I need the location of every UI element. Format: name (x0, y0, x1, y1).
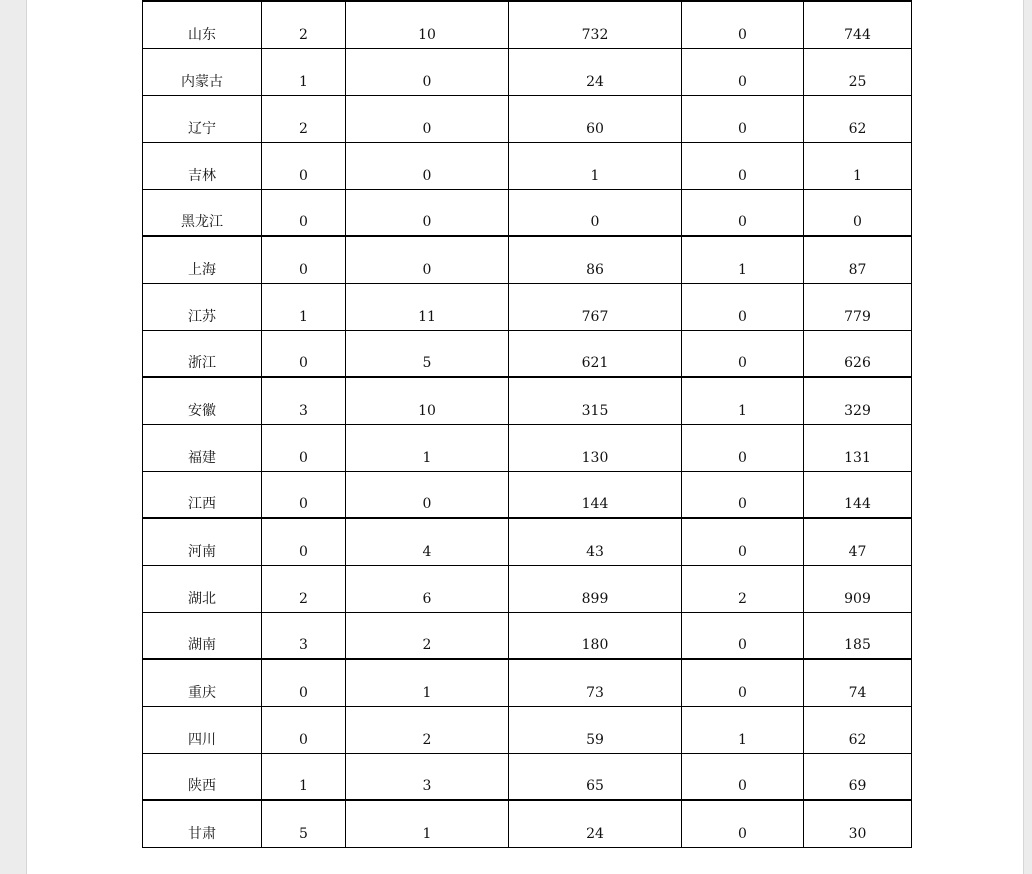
region-name: 甘肃 (188, 825, 216, 842)
value-cell (262, 518, 346, 565)
cell-value: 0 (738, 496, 747, 512)
cell-value: 4 (422, 543, 432, 560)
value-cell (346, 471, 509, 518)
value-cell (682, 565, 804, 612)
value-cell (804, 330, 912, 377)
value-cell (262, 377, 346, 424)
cell-value: 1 (422, 825, 432, 842)
cell-value: 74 (848, 684, 867, 701)
cell-value: 5 (422, 355, 432, 371)
cell-value: 2 (299, 590, 308, 607)
region-cell (143, 1, 262, 48)
cell-value: 69 (848, 778, 867, 794)
cell-value: 65 (586, 778, 604, 794)
cell-value: 87 (848, 261, 867, 278)
cell-value: 0 (299, 496, 308, 512)
value-cell (346, 424, 509, 471)
region-name: 重庆 (188, 684, 216, 701)
cell-value: 2 (299, 120, 308, 137)
value-cell (346, 95, 509, 142)
value-cell (346, 706, 509, 753)
cell-value: 131 (844, 449, 871, 466)
cell-value: 0 (738, 825, 747, 842)
value-cell (804, 236, 912, 283)
table-row (143, 95, 912, 142)
value-cell (262, 189, 346, 236)
value-cell (346, 283, 509, 330)
table-row (143, 518, 912, 565)
value-cell (682, 753, 804, 800)
value-cell (804, 142, 912, 189)
region-cell (143, 800, 262, 847)
region-name: 福建 (188, 449, 216, 466)
region-cell (143, 236, 262, 283)
value-cell (509, 659, 682, 706)
value-cell (262, 283, 346, 330)
cell-value: 2 (299, 26, 308, 43)
cell-value: 0 (422, 73, 432, 90)
region-cell (143, 48, 262, 95)
cell-value: 0 (422, 120, 432, 137)
table-row (143, 330, 912, 377)
table-row (143, 706, 912, 753)
value-cell (262, 565, 346, 612)
cell-value: 1 (299, 73, 308, 90)
cell-value: 1 (299, 308, 308, 325)
cell-value: 6 (422, 590, 432, 607)
cell-value: 0 (738, 214, 747, 230)
value-cell (682, 283, 804, 330)
value-cell (509, 565, 682, 612)
cell-value: 24 (586, 73, 604, 90)
cell-value: 779 (844, 308, 871, 325)
region-name: 湖南 (188, 637, 216, 653)
value-cell (509, 612, 682, 659)
region-name: 湖北 (188, 590, 216, 607)
region-cell (143, 189, 262, 236)
value-cell (682, 800, 804, 847)
value-cell (682, 424, 804, 471)
cell-value: 2 (738, 590, 747, 607)
cell-value: 0 (738, 308, 747, 325)
table-row (143, 377, 912, 424)
region-name: 山东 (188, 26, 216, 43)
region-name: 河南 (188, 543, 216, 560)
region-cell (143, 659, 262, 706)
cell-value: 0 (299, 261, 308, 278)
value-cell (682, 518, 804, 565)
cell-value: 185 (844, 637, 871, 653)
region-cell (143, 142, 262, 189)
cell-value: 315 (581, 402, 609, 419)
value-cell (346, 612, 509, 659)
cell-value: 0 (299, 543, 308, 560)
cell-value: 144 (844, 496, 871, 512)
value-cell (346, 565, 509, 612)
cell-value: 1 (422, 449, 432, 466)
value-cell (509, 142, 682, 189)
value-cell (804, 800, 912, 847)
region-name: 江苏 (188, 308, 216, 325)
cell-value: 0 (738, 73, 747, 90)
data-table-wrapper (142, 0, 912, 848)
value-cell (509, 236, 682, 283)
cell-value: 3 (299, 637, 308, 653)
value-cell (804, 612, 912, 659)
cell-value: 86 (586, 261, 604, 278)
cell-value: 1 (738, 731, 747, 748)
value-cell (262, 236, 346, 283)
value-cell (509, 330, 682, 377)
value-cell (804, 565, 912, 612)
cell-value: 0 (299, 355, 308, 371)
table-row (143, 424, 912, 471)
region-cell (143, 330, 262, 377)
value-cell (804, 1, 912, 48)
cell-value: 0 (853, 214, 862, 230)
value-cell (682, 330, 804, 377)
table-row (143, 48, 912, 95)
region-cell (143, 377, 262, 424)
value-cell (682, 236, 804, 283)
value-cell (509, 753, 682, 800)
value-cell (509, 283, 682, 330)
value-cell (509, 95, 682, 142)
cell-value: 24 (586, 825, 604, 842)
cell-value: 0 (738, 543, 747, 560)
cell-value: 909 (844, 590, 871, 607)
region-cell (143, 753, 262, 800)
table-row (143, 142, 912, 189)
value-cell (262, 800, 346, 847)
cell-value: 1 (738, 402, 747, 419)
region-cell (143, 706, 262, 753)
value-cell (262, 659, 346, 706)
value-cell (682, 377, 804, 424)
region-cell (143, 424, 262, 471)
value-cell (804, 471, 912, 518)
region-cell (143, 565, 262, 612)
value-cell (346, 330, 509, 377)
value-cell (509, 800, 682, 847)
value-cell (262, 142, 346, 189)
cell-value: 2 (422, 731, 432, 748)
value-cell (262, 48, 346, 95)
value-cell (804, 283, 912, 330)
table-row (143, 612, 912, 659)
cell-value: 0 (299, 214, 308, 230)
value-cell (262, 471, 346, 518)
cell-value: 43 (586, 543, 604, 560)
region-name: 辽宁 (188, 120, 216, 137)
region-name: 黑龙江 (181, 214, 223, 230)
value-cell (682, 1, 804, 48)
value-cell (509, 471, 682, 518)
table-row (143, 471, 912, 518)
cell-value: 0 (738, 637, 747, 653)
cell-value: 0 (590, 214, 600, 230)
value-cell (346, 1, 509, 48)
cell-value: 3 (299, 402, 308, 419)
region-name: 安徽 (188, 402, 216, 419)
cell-value: 0 (738, 120, 747, 137)
region-data-table (142, 0, 912, 848)
value-cell (804, 189, 912, 236)
value-cell (262, 330, 346, 377)
value-cell (509, 377, 682, 424)
region-cell (143, 471, 262, 518)
cell-value: 3 (422, 778, 432, 794)
value-cell (804, 706, 912, 753)
cell-value: 621 (581, 355, 609, 371)
cell-value: 899 (581, 590, 609, 607)
cell-value: 11 (418, 308, 436, 325)
table-row (143, 283, 912, 330)
value-cell (346, 659, 509, 706)
cell-value: 1 (590, 167, 600, 184)
value-cell (804, 95, 912, 142)
value-cell (804, 518, 912, 565)
value-cell (682, 48, 804, 95)
region-name: 江西 (188, 496, 216, 512)
cell-value: 62 (848, 120, 867, 137)
value-cell (804, 424, 912, 471)
cell-value: 0 (422, 261, 432, 278)
value-cell (804, 48, 912, 95)
cell-value: 1 (853, 167, 862, 184)
cell-value: 0 (422, 496, 432, 512)
value-cell (804, 377, 912, 424)
value-cell (346, 142, 509, 189)
value-cell (262, 612, 346, 659)
cell-value: 626 (844, 355, 871, 371)
table-row (143, 565, 912, 612)
cell-value: 144 (581, 496, 609, 512)
value-cell (262, 706, 346, 753)
cell-value: 60 (586, 120, 604, 137)
region-cell (143, 612, 262, 659)
cell-value: 59 (586, 731, 604, 748)
value-cell (346, 518, 509, 565)
document-page (26, 0, 1024, 874)
value-cell (346, 377, 509, 424)
cell-value: 0 (299, 167, 308, 184)
region-name: 内蒙古 (181, 73, 223, 90)
cell-value: 0 (299, 731, 308, 748)
region-cell (143, 518, 262, 565)
value-cell (346, 48, 509, 95)
cell-value: 2 (422, 637, 432, 653)
region-name: 吉林 (188, 167, 216, 184)
cell-value: 0 (738, 26, 747, 43)
cell-value: 744 (844, 26, 871, 43)
value-cell (509, 706, 682, 753)
value-cell (262, 95, 346, 142)
cell-value: 1 (422, 684, 432, 701)
region-cell (143, 95, 262, 142)
cell-value: 0 (738, 778, 747, 794)
cell-value: 732 (581, 26, 609, 43)
table-row (143, 800, 912, 847)
value-cell (682, 659, 804, 706)
value-cell (682, 95, 804, 142)
cell-value: 180 (581, 637, 609, 653)
cell-value: 0 (738, 684, 747, 701)
cell-value: 767 (581, 308, 609, 325)
value-cell (804, 753, 912, 800)
value-cell (509, 48, 682, 95)
cell-value: 329 (844, 402, 871, 419)
value-cell (509, 424, 682, 471)
cell-value: 0 (422, 167, 432, 184)
cell-value: 10 (418, 26, 436, 43)
cell-value: 10 (418, 402, 436, 419)
region-cell (143, 283, 262, 330)
value-cell (346, 800, 509, 847)
value-cell (346, 753, 509, 800)
value-cell (509, 189, 682, 236)
value-cell (682, 706, 804, 753)
cell-value: 5 (299, 825, 308, 842)
cell-value: 0 (738, 449, 747, 466)
table-row (143, 1, 912, 48)
cell-value: 130 (581, 449, 609, 466)
table-row (143, 659, 912, 706)
cell-value: 62 (848, 731, 867, 748)
cell-value: 0 (299, 684, 308, 701)
region-name: 浙江 (188, 355, 216, 371)
cell-value: 47 (848, 543, 867, 560)
value-cell (682, 612, 804, 659)
cell-value: 1 (738, 261, 747, 278)
table-body (143, 1, 912, 847)
value-cell (262, 753, 346, 800)
value-cell (682, 142, 804, 189)
table-row (143, 753, 912, 800)
cell-value: 1 (299, 778, 308, 794)
cell-value: 73 (586, 684, 604, 701)
region-name: 四川 (188, 731, 216, 748)
value-cell (804, 659, 912, 706)
value-cell (509, 1, 682, 48)
cell-value: 25 (848, 73, 867, 90)
value-cell (262, 1, 346, 48)
region-name: 上海 (188, 261, 216, 278)
table-row (143, 189, 912, 236)
value-cell (682, 471, 804, 518)
cell-value: 0 (299, 449, 308, 466)
region-name: 陕西 (188, 778, 216, 794)
cell-value: 0 (738, 167, 747, 184)
table-row (143, 236, 912, 283)
value-cell (262, 424, 346, 471)
cell-value: 30 (848, 825, 867, 842)
cell-value: 0 (738, 355, 747, 371)
value-cell (346, 236, 509, 283)
value-cell (346, 189, 509, 236)
cell-value: 0 (422, 214, 432, 230)
value-cell (509, 518, 682, 565)
value-cell (682, 189, 804, 236)
